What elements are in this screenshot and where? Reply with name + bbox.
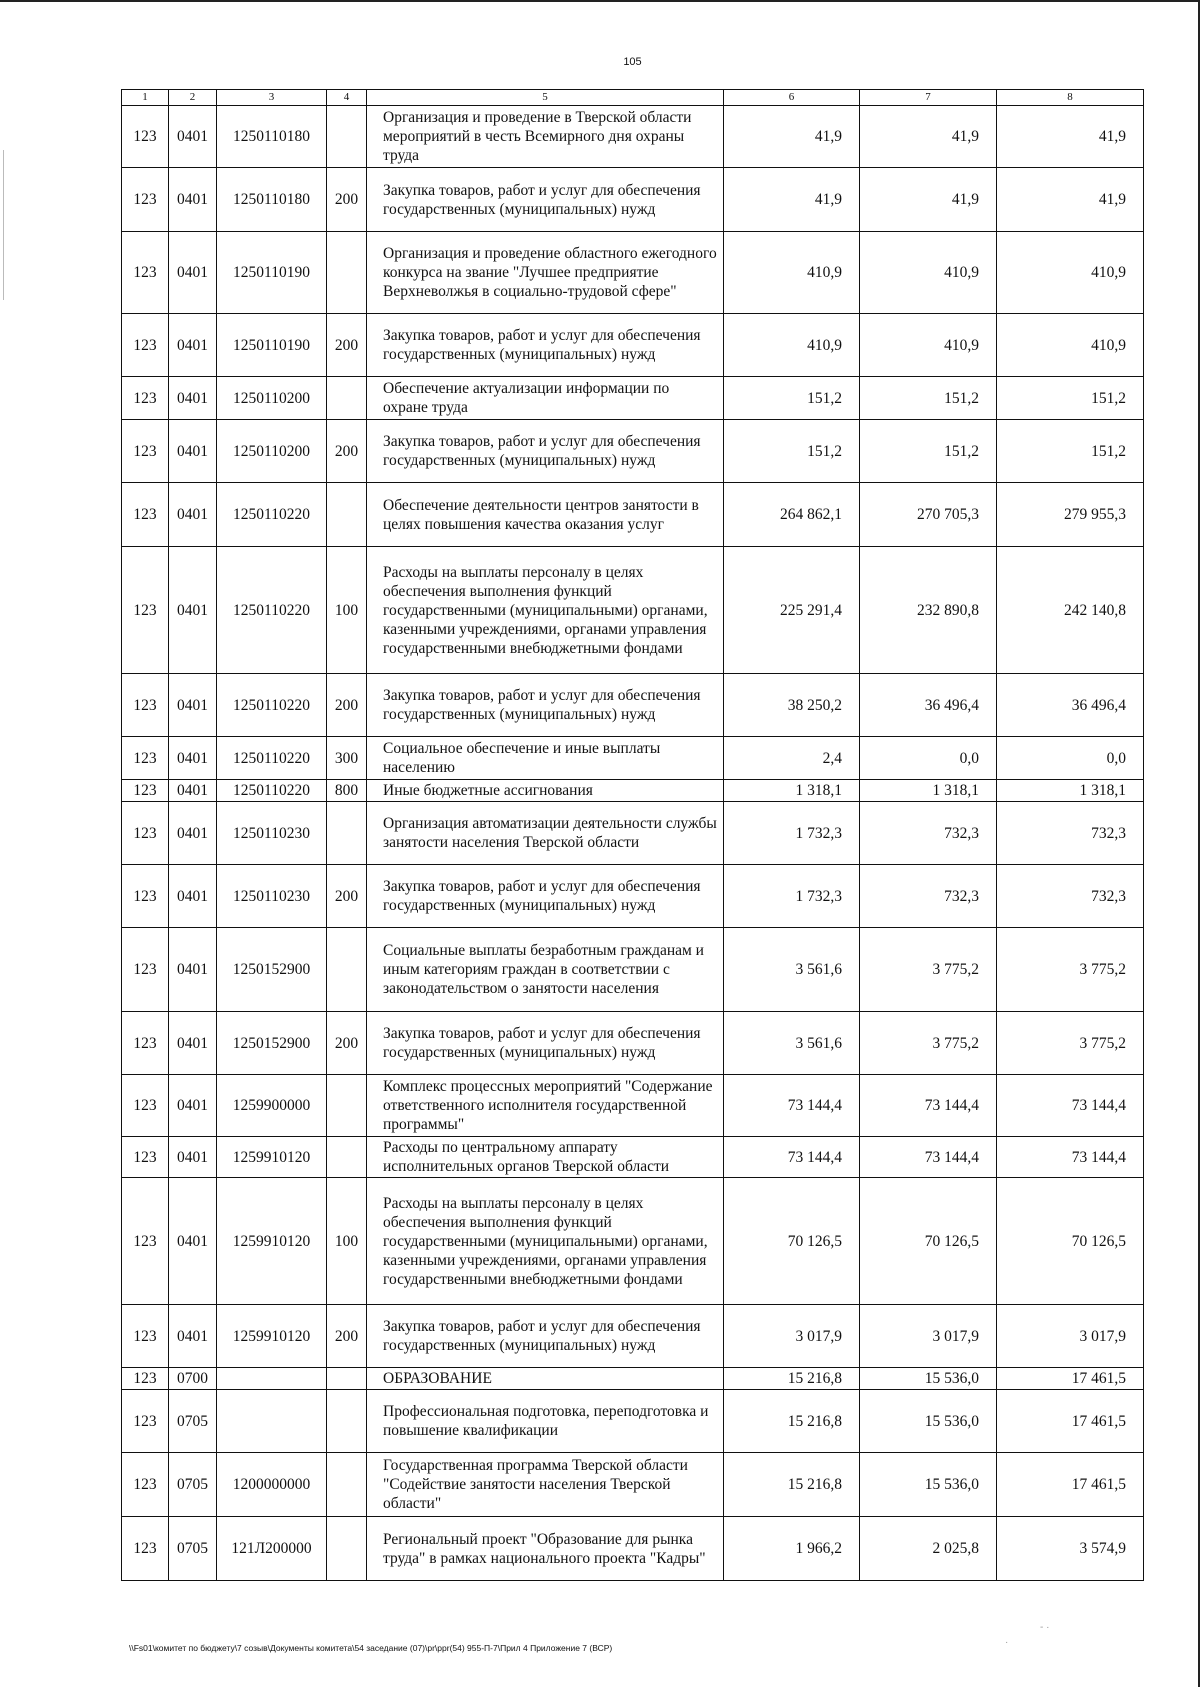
- column-header-5: 5: [367, 90, 724, 106]
- admin-code-cell: 123: [122, 928, 169, 1012]
- amount-year2-cell: 232 890,8: [860, 547, 997, 674]
- amount-year1-cell: 73 144,4: [724, 1075, 860, 1137]
- amount-year2-cell: 410,9: [860, 232, 997, 314]
- admin-code-cell: 123: [122, 865, 169, 928]
- target-article-cell: 1250110220: [217, 780, 327, 802]
- admin-code-cell: 123: [122, 106, 169, 168]
- expense-type-cell: [327, 1453, 367, 1517]
- amount-year1-cell: 3 017,9: [724, 1305, 860, 1368]
- section-code-cell: 0401: [169, 1137, 217, 1178]
- admin-code-cell: 123: [122, 1305, 169, 1368]
- amount-year1-cell: 38 250,2: [724, 674, 860, 737]
- section-code-cell: 0401: [169, 674, 217, 737]
- description-cell: Социальные выплаты безработным гражданам и иным категориям граждан в соответствии с законодательством о занятости населения: [367, 928, 724, 1012]
- amount-year2-cell: 151,2: [860, 377, 997, 420]
- amount-year2-cell: 410,9: [860, 314, 997, 377]
- admin-code-cell: 123: [122, 1075, 169, 1137]
- target-article-cell: 1250110220: [217, 483, 327, 547]
- table-row: [122, 674, 1144, 737]
- amount-year1-cell: 151,2: [724, 420, 860, 483]
- table-row: [122, 1517, 1144, 1581]
- expense-type-cell: 100: [327, 1178, 367, 1305]
- amount-year1-cell: 225 291,4: [724, 547, 860, 674]
- description-cell: Закупка товаров, работ и услуг для обеспечения государственных (муниципальных) нужд: [367, 865, 724, 928]
- amount-year3-cell: 73 144,4: [997, 1075, 1144, 1137]
- target-article-cell: [217, 1368, 327, 1390]
- description-cell: Организация автоматизации деятельности службы занятости населения Тверской области: [367, 802, 724, 865]
- section-code-cell: 0401: [169, 232, 217, 314]
- table-row: [122, 737, 1144, 780]
- amount-year2-cell: 1 318,1: [860, 780, 997, 802]
- amount-year3-cell: 70 126,5: [997, 1178, 1144, 1305]
- amount-year3-cell: 151,2: [997, 377, 1144, 420]
- amount-year3-cell: 410,9: [997, 314, 1144, 377]
- expense-type-cell: [327, 802, 367, 865]
- table-row: [122, 1075, 1144, 1137]
- description-cell: Региональный проект "Образование для рынка труда" в рамках национального проекта "Кадры": [367, 1517, 724, 1581]
- table-row: [122, 928, 1144, 1012]
- target-article-cell: 1250152900: [217, 1012, 327, 1075]
- section-code-cell: 0401: [169, 737, 217, 780]
- description-cell: Организация и проведение в Тверской области мероприятий в честь Всемирного дня охраны труда: [367, 106, 724, 168]
- amount-year1-cell: 410,9: [724, 314, 860, 377]
- amount-year3-cell: 732,3: [997, 865, 1144, 928]
- amount-year3-cell: 3 775,2: [997, 1012, 1144, 1075]
- section-code-cell: 0401: [169, 483, 217, 547]
- amount-year2-cell: 15 536,0: [860, 1453, 997, 1517]
- amount-year1-cell: 410,9: [724, 232, 860, 314]
- amount-year3-cell: 732,3: [997, 802, 1144, 865]
- expense-type-cell: 200: [327, 1305, 367, 1368]
- description-cell: Закупка товаров, работ и услуг для обеспечения государственных (муниципальных) нужд: [367, 168, 724, 232]
- amount-year2-cell: 3 775,2: [860, 1012, 997, 1075]
- section-code-cell: 0401: [169, 865, 217, 928]
- table-row: [122, 420, 1144, 483]
- expense-type-cell: [327, 483, 367, 547]
- section-code-cell: 0705: [169, 1453, 217, 1517]
- section-code-cell: 0401: [169, 547, 217, 674]
- amount-year2-cell: 270 705,3: [860, 483, 997, 547]
- admin-code-cell: 123: [122, 377, 169, 420]
- section-code-cell: 0401: [169, 377, 217, 420]
- target-article-cell: [217, 1390, 327, 1453]
- amount-year1-cell: 15 216,8: [724, 1390, 860, 1453]
- admin-code-cell: 123: [122, 780, 169, 802]
- amount-year1-cell: 73 144,4: [724, 1137, 860, 1178]
- section-code-cell: 0401: [169, 1178, 217, 1305]
- admin-code-cell: 123: [122, 314, 169, 377]
- table-row: [122, 547, 1144, 674]
- admin-code-cell: 123: [122, 1390, 169, 1453]
- description-cell: Закупка товаров, работ и услуг для обеспечения государственных (муниципальных) нужд: [367, 674, 724, 737]
- description-cell: Закупка товаров, работ и услуг для обеспечения государственных (муниципальных) нужд: [367, 1305, 724, 1368]
- expense-type-cell: [327, 1390, 367, 1453]
- amount-year1-cell: 15 216,8: [724, 1453, 860, 1517]
- scan-mark: ·: [1005, 1637, 1009, 1648]
- expense-type-cell: 200: [327, 420, 367, 483]
- section-code-cell: 0401: [169, 314, 217, 377]
- description-cell: Расходы по центральному аппарату исполнительных органов Тверской области: [367, 1137, 724, 1178]
- admin-code-cell: 123: [122, 1453, 169, 1517]
- section-code-cell: 0700: [169, 1368, 217, 1390]
- target-article-cell: 1250110220: [217, 737, 327, 780]
- target-article-cell: 1250110200: [217, 420, 327, 483]
- admin-code-cell: 123: [122, 1368, 169, 1390]
- amount-year1-cell: 1 732,3: [724, 802, 860, 865]
- amount-year3-cell: 3 574,9: [997, 1517, 1144, 1581]
- target-article-cell: 121Л200000: [217, 1517, 327, 1581]
- page-border-top: [0, 0, 1200, 2]
- section-code-cell: 0401: [169, 106, 217, 168]
- amount-year1-cell: 41,9: [724, 168, 860, 232]
- admin-code-cell: 123: [122, 1137, 169, 1178]
- target-article-cell: 1250110190: [217, 314, 327, 377]
- column-header-1: 1: [122, 90, 169, 106]
- admin-code-cell: 123: [122, 232, 169, 314]
- amount-year2-cell: 41,9: [860, 168, 997, 232]
- table-row: [122, 1305, 1144, 1368]
- target-article-cell: 1250152900: [217, 928, 327, 1012]
- table-row: [122, 802, 1144, 865]
- amount-year2-cell: 41,9: [860, 106, 997, 168]
- admin-code-cell: 123: [122, 483, 169, 547]
- amount-year3-cell: 73 144,4: [997, 1137, 1144, 1178]
- column-header-3: 3: [217, 90, 327, 106]
- amount-year2-cell: 3 017,9: [860, 1305, 997, 1368]
- amount-year2-cell: 732,3: [860, 802, 997, 865]
- expense-type-cell: 800: [327, 780, 367, 802]
- section-code-cell: 0401: [169, 1075, 217, 1137]
- amount-year1-cell: 1 966,2: [724, 1517, 860, 1581]
- amount-year3-cell: 36 496,4: [997, 674, 1144, 737]
- expense-type-cell: 100: [327, 547, 367, 674]
- table-row: [122, 1368, 1144, 1390]
- amount-year3-cell: 151,2: [997, 420, 1144, 483]
- table-row: [122, 1453, 1144, 1517]
- table-row: [122, 1012, 1144, 1075]
- table-row: [122, 780, 1144, 802]
- column-header-6: 6: [724, 90, 860, 106]
- table-row: [122, 483, 1144, 547]
- expense-type-cell: [327, 928, 367, 1012]
- admin-code-cell: 123: [122, 674, 169, 737]
- target-article-cell: 1250110220: [217, 547, 327, 674]
- amount-year2-cell: 15 536,0: [860, 1390, 997, 1453]
- table-row: [122, 865, 1144, 928]
- description-cell: Социальное обеспечение и иные выплаты населению: [367, 737, 724, 780]
- description-cell: Обеспечение актуализации информации по охране труда: [367, 377, 724, 420]
- expense-type-cell: [327, 377, 367, 420]
- amount-year1-cell: 15 216,8: [724, 1368, 860, 1390]
- description-cell: Организация и проведение областного ежегодного конкурса на звание "Лучшее предприятие Верхневолжья в социально-трудовой сфере": [367, 232, 724, 314]
- expense-type-cell: 200: [327, 865, 367, 928]
- description-cell: Комплекс процессных мероприятий "Содержание ответственного исполнителя государственной программы": [367, 1075, 724, 1137]
- target-article-cell: 1250110230: [217, 802, 327, 865]
- target-article-cell: 1200000000: [217, 1453, 327, 1517]
- amount-year2-cell: 15 536,0: [860, 1368, 997, 1390]
- table-row: [122, 377, 1144, 420]
- admin-code-cell: 123: [122, 802, 169, 865]
- description-cell: Закупка товаров, работ и услуг для обеспечения государственных (муниципальных) нужд: [367, 420, 724, 483]
- table-row: [122, 314, 1144, 377]
- section-code-cell: 0401: [169, 780, 217, 802]
- column-header-7: 7: [860, 90, 997, 106]
- admin-code-cell: 123: [122, 547, 169, 674]
- target-article-cell: 1250110200: [217, 377, 327, 420]
- amount-year2-cell: 3 775,2: [860, 928, 997, 1012]
- amount-year2-cell: 36 496,4: [860, 674, 997, 737]
- description-cell: Иные бюджетные ассигнования: [367, 780, 724, 802]
- amount-year2-cell: 151,2: [860, 420, 997, 483]
- section-code-cell: 0401: [169, 168, 217, 232]
- section-code-cell: 0401: [169, 1305, 217, 1368]
- section-code-cell: 0705: [169, 1517, 217, 1581]
- description-cell: Обеспечение деятельности центров занятости в целях повышения качества оказания услуг: [367, 483, 724, 547]
- amount-year3-cell: 3 775,2: [997, 928, 1144, 1012]
- table-row: [122, 232, 1144, 314]
- expense-type-cell: [327, 1137, 367, 1178]
- admin-code-cell: 123: [122, 1178, 169, 1305]
- target-article-cell: 1259910120: [217, 1178, 327, 1305]
- amount-year2-cell: 0,0: [860, 737, 997, 780]
- amount-year1-cell: 41,9: [724, 106, 860, 168]
- column-header-4: 4: [327, 90, 367, 106]
- admin-code-cell: 123: [122, 168, 169, 232]
- expense-type-cell: [327, 1517, 367, 1581]
- amount-year1-cell: 3 561,6: [724, 928, 860, 1012]
- target-article-cell: 1259900000: [217, 1075, 327, 1137]
- amount-year3-cell: 1 318,1: [997, 780, 1144, 802]
- description-cell: Профессиональная подготовка, переподготовка и повышение квалификации: [367, 1390, 724, 1453]
- expense-type-cell: 200: [327, 314, 367, 377]
- amount-year3-cell: 3 017,9: [997, 1305, 1144, 1368]
- footer-file-path: \\Fs01\комитет по бюджету\7 созыв\Документы комитета\54 заседание (07)\pr\ppr(54) 955-П-7\Прил 4 Приложение 7 (ВСР): [129, 1643, 613, 1653]
- amount-year3-cell: 0,0: [997, 737, 1144, 780]
- description-cell: Расходы на выплаты персоналу в целях обеспечения выполнения функций государственными (муниципальными) органами, казенными учреждениями, органами управления государственными внебюджетными фондами: [367, 1178, 724, 1305]
- amount-year3-cell: 17 461,5: [997, 1453, 1144, 1517]
- column-header-2: 2: [169, 90, 217, 106]
- section-code-cell: 0401: [169, 420, 217, 483]
- scan-edge-mark: [3, 150, 4, 300]
- target-article-cell: 1250110180: [217, 168, 327, 232]
- target-article-cell: 1259910120: [217, 1305, 327, 1368]
- section-code-cell: 0401: [169, 1012, 217, 1075]
- amount-year2-cell: 2 025,8: [860, 1517, 997, 1581]
- amount-year2-cell: 732,3: [860, 865, 997, 928]
- amount-year3-cell: 41,9: [997, 168, 1144, 232]
- column-header-8: 8: [997, 90, 1144, 106]
- expense-type-cell: [327, 232, 367, 314]
- target-article-cell: 1250110190: [217, 232, 327, 314]
- admin-code-cell: 123: [122, 737, 169, 780]
- description-cell: Расходы на выплаты персоналу в целях обеспечения выполнения функций государственными (муниципальными) органами, казенными учреждениями, органами управления государственными внебюджетными фондами: [367, 547, 724, 674]
- amount-year2-cell: 73 144,4: [860, 1075, 997, 1137]
- scan-mark: - ·: [1040, 1622, 1050, 1633]
- amount-year3-cell: 17 461,5: [997, 1390, 1144, 1453]
- section-code-cell: 0705: [169, 1390, 217, 1453]
- target-article-cell: 1250110180: [217, 106, 327, 168]
- amount-year3-cell: 242 140,8: [997, 547, 1144, 674]
- amount-year1-cell: 1 318,1: [724, 780, 860, 802]
- amount-year3-cell: 279 955,3: [997, 483, 1144, 547]
- expense-type-cell: 200: [327, 1012, 367, 1075]
- target-article-cell: 1250110230: [217, 865, 327, 928]
- amount-year1-cell: 70 126,5: [724, 1178, 860, 1305]
- amount-year1-cell: 151,2: [724, 377, 860, 420]
- expense-type-cell: [327, 1368, 367, 1390]
- expense-type-cell: 200: [327, 674, 367, 737]
- table-row: [122, 1137, 1144, 1178]
- description-cell: Закупка товаров, работ и услуг для обеспечения государственных (муниципальных) нужд: [367, 314, 724, 377]
- amount-year1-cell: 3 561,6: [724, 1012, 860, 1075]
- admin-code-cell: 123: [122, 1012, 169, 1075]
- expense-type-cell: 300: [327, 737, 367, 780]
- admin-code-cell: 123: [122, 1517, 169, 1581]
- target-article-cell: 1259910120: [217, 1137, 327, 1178]
- description-cell: ОБРАЗОВАНИЕ: [367, 1368, 724, 1390]
- budget-table: [121, 89, 1144, 1581]
- section-code-cell: 0401: [169, 928, 217, 1012]
- description-cell: Закупка товаров, работ и услуг для обеспечения государственных (муниципальных) нужд: [367, 1012, 724, 1075]
- header-row: [122, 90, 1144, 106]
- target-article-cell: 1250110220: [217, 674, 327, 737]
- admin-code-cell: 123: [122, 420, 169, 483]
- amount-year1-cell: 264 862,1: [724, 483, 860, 547]
- description-cell: Государственная программа Тверской области "Содействие занятости населения Тверской области": [367, 1453, 724, 1517]
- table-body: [122, 106, 1144, 1581]
- amount-year3-cell: 17 461,5: [997, 1368, 1144, 1390]
- table-row: [122, 106, 1144, 168]
- table-row: [122, 168, 1144, 232]
- amount-year2-cell: 70 126,5: [860, 1178, 997, 1305]
- table-row: [122, 1178, 1144, 1305]
- amount-year1-cell: 2,4: [724, 737, 860, 780]
- expense-type-cell: [327, 106, 367, 168]
- expense-type-cell: 200: [327, 168, 367, 232]
- expense-type-cell: [327, 1075, 367, 1137]
- amount-year3-cell: 41,9: [997, 106, 1144, 168]
- amount-year3-cell: 410,9: [997, 232, 1144, 314]
- table-row: [122, 1390, 1144, 1453]
- amount-year1-cell: 1 732,3: [724, 865, 860, 928]
- page-number: 105: [623, 56, 642, 68]
- amount-year2-cell: 73 144,4: [860, 1137, 997, 1178]
- section-code-cell: 0401: [169, 802, 217, 865]
